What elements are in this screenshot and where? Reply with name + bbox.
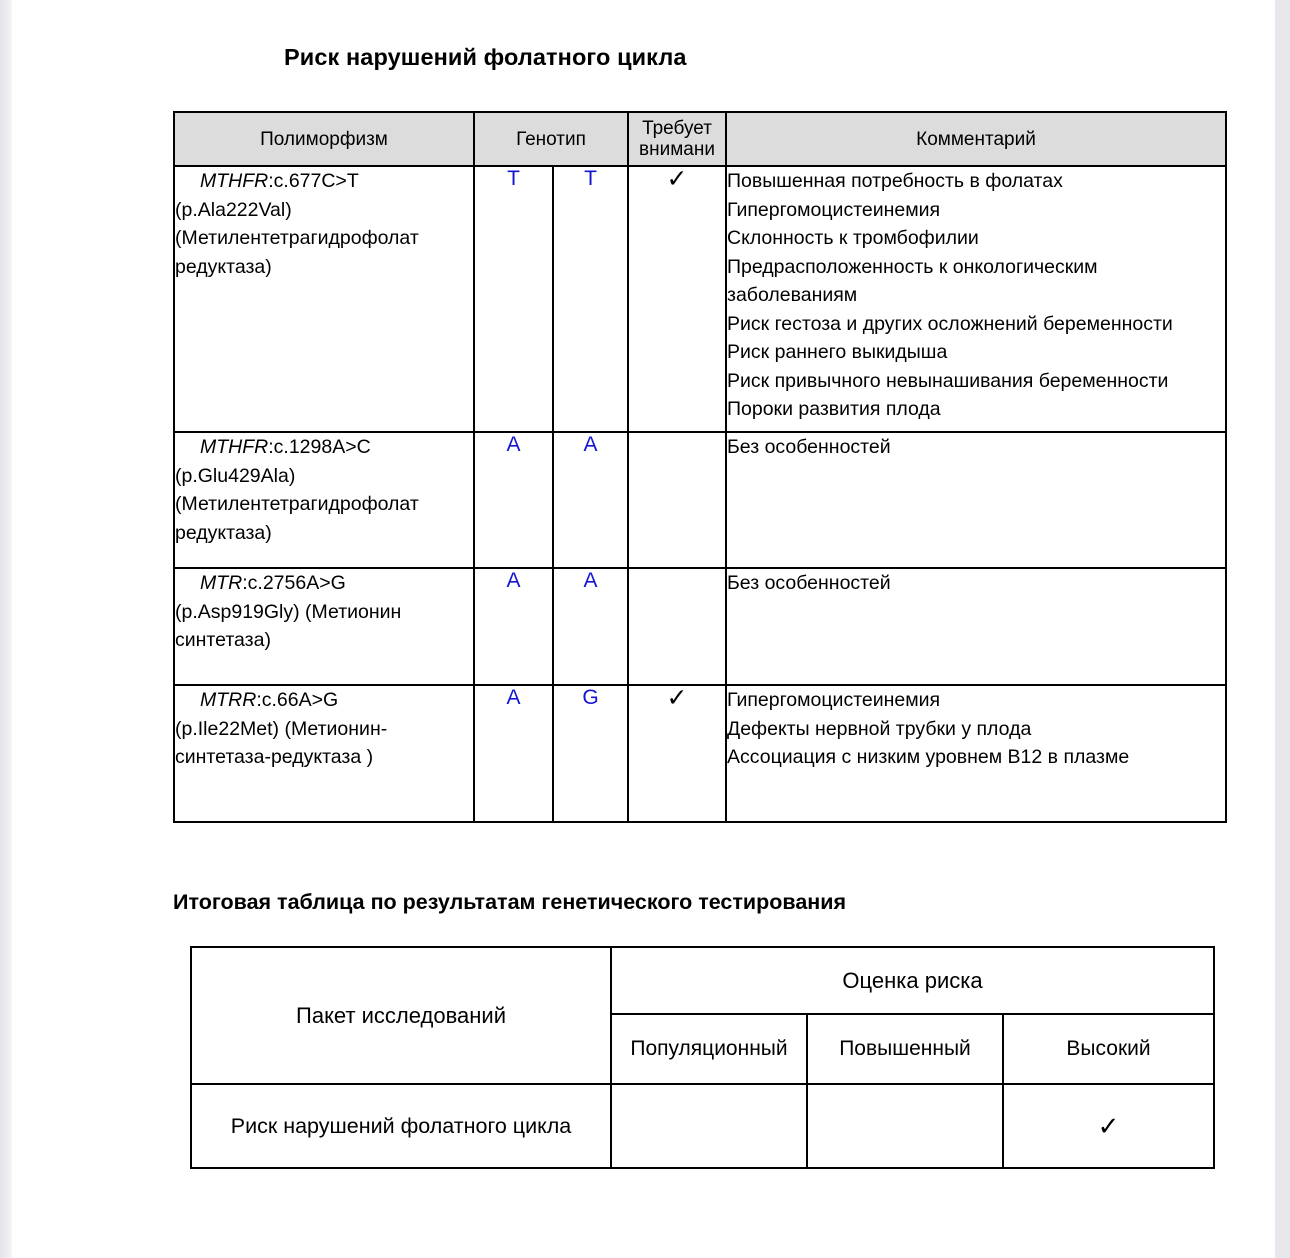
left-page-gutter <box>0 0 12 1258</box>
risk-table-body <box>174 166 1226 822</box>
protein-notation: (p.Asp919Gly) (Метионин <box>175 600 402 623</box>
enzyme-line-2: редуктаза) <box>175 521 272 544</box>
header-genotype: Генотип <box>474 112 628 166</box>
gene-name: MTR <box>200 572 243 594</box>
header-risk-assessment: Оценка риска <box>611 947 1214 1014</box>
protein-notation: (p.Glu429Ala) <box>175 464 296 487</box>
table-row <box>174 432 1226 568</box>
header-population-risk: Популяционный <box>611 1014 807 1084</box>
comment-line: Пороки развития плода <box>727 398 941 420</box>
comment-line: заболеваниям <box>727 284 858 306</box>
table-row <box>174 166 1226 432</box>
gene-name: MTHFR <box>200 170 269 192</box>
table-header-row <box>191 947 1214 1014</box>
table-header-row <box>174 112 1226 166</box>
gene-name: MTHFR <box>200 436 269 458</box>
variant-notation: :c.2756A>G <box>242 572 346 594</box>
gene-name: MTRR <box>200 689 257 711</box>
enzyme-line-2: редуктаза) <box>175 255 272 278</box>
header-high-risk: Высокий <box>1003 1014 1214 1084</box>
document-page <box>12 0 1275 1258</box>
increased-risk-cell <box>807 1084 1003 1168</box>
variant-notation: :c.66A>G <box>256 689 339 711</box>
polymorphism-cell <box>174 568 474 685</box>
package-name-cell: Риск нарушений фолатного цикла <box>191 1084 611 1168</box>
enzyme-line-1: (Метилентетрагидрофолат <box>175 493 419 515</box>
comment-line: Риск привычного невынашивания беременности <box>727 369 1169 392</box>
comment-line: Склонность к тромбофилии <box>727 227 979 249</box>
variant-notation: :c.1298A>C <box>268 436 371 458</box>
page-title: Риск нарушений фолатного цикла <box>284 44 687 70</box>
polymorphism-cell <box>174 432 474 568</box>
comment-line: Гипергомоцистеинемия <box>727 689 941 711</box>
comment-line: Ассоциация с низким уровнем В12 в плазме <box>727 746 1130 768</box>
header-increased-risk: Повышенный <box>807 1014 1003 1084</box>
summary-table <box>190 946 1215 1169</box>
section-title: Итоговая таблица по результатам генетического тестирования <box>173 890 847 914</box>
enzyme-line-1: синтетаза) <box>175 629 271 651</box>
summary-table-header <box>191 947 1214 1084</box>
comment-line: Риск раннего выкидыша <box>727 341 948 363</box>
polymorphism-cell <box>174 166 474 432</box>
summary-table-body <box>191 1084 1214 1168</box>
vertical-scrollbar-track[interactable] <box>1276 0 1289 1258</box>
allele-1-cell: A <box>474 432 553 568</box>
enzyme-line-1: синтетаза-редуктаза ) <box>175 746 374 768</box>
allele-2-cell: A <box>553 432 628 568</box>
table-row <box>174 685 1226 822</box>
allele-1-cell: A <box>474 568 553 685</box>
risk-table-header <box>174 112 1226 166</box>
allele-2-cell: A <box>553 568 628 685</box>
variant-notation: :c.677C>T <box>268 170 359 192</box>
protein-notation: (p.Ile22Met) (Метионин- <box>175 717 388 740</box>
allele-2-cell: G <box>553 685 628 822</box>
header-attention: Требует внимани <box>628 112 726 166</box>
comment-line: Предрасположенность к онкологическим <box>727 255 1098 278</box>
attention-check-icon: ✓ <box>628 685 726 822</box>
population-risk-cell <box>611 1084 807 1168</box>
polymorphism-cell <box>174 685 474 822</box>
attention-check-icon: ✓ <box>628 166 726 432</box>
header-package: Пакет исследований <box>191 947 611 1084</box>
comment-cell <box>726 432 1226 568</box>
comment-line: Риск гестоза и других осложнений беременности <box>727 312 1173 335</box>
enzyme-line-1: (Метилентетрагидрофолат <box>175 227 419 249</box>
allele-1-cell: T <box>474 166 553 432</box>
comment-line: Повышенная потребность в фолатах <box>727 170 1063 192</box>
risk-table <box>173 111 1227 823</box>
attention-check-icon <box>628 568 726 685</box>
comment-cell <box>726 166 1226 432</box>
comment-line: Без особенностей <box>727 572 891 594</box>
allele-1-cell: A <box>474 685 553 822</box>
table-row <box>174 568 1226 685</box>
table-row <box>191 1084 1214 1168</box>
comment-line: Дефекты нервной трубки у плода <box>727 717 1032 740</box>
allele-2-cell: T <box>553 166 628 432</box>
comment-cell <box>726 568 1226 685</box>
protein-notation: (p.Ala222Val) <box>175 198 292 221</box>
high-risk-check-icon: ✓ <box>1003 1084 1214 1168</box>
header-polymorphism: Полиморфизм <box>174 112 474 166</box>
attention-check-icon <box>628 432 726 568</box>
header-comment: Комментарий <box>726 112 1226 166</box>
comment-cell <box>726 685 1226 822</box>
comment-line: Гипергомоцистеинемия <box>727 198 941 221</box>
comment-line: Без особенностей <box>727 436 891 458</box>
